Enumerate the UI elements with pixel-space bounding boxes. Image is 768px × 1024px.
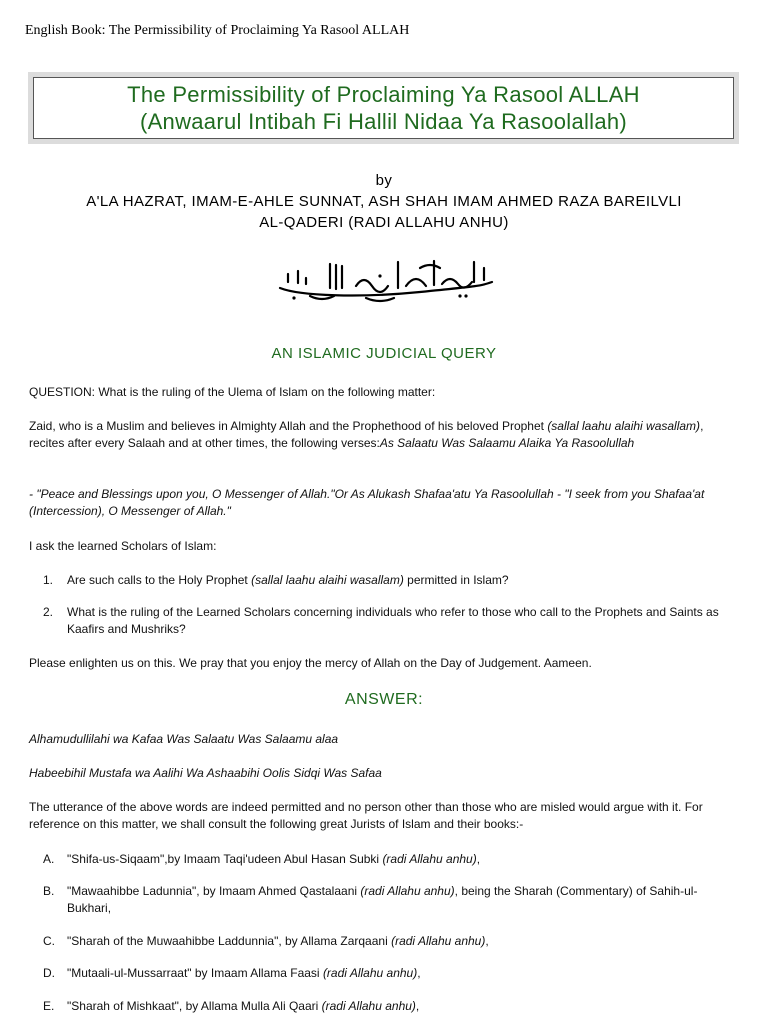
ref-text-a: "Sharah of the Muwaahibbe Laddunnia", by Allama Zarqaani <box>67 934 392 948</box>
list-item <box>29 572 741 589</box>
item-text-a: Are such calls to the Holy Prophet <box>67 573 252 587</box>
list-marker: D. <box>43 966 55 980</box>
ref-text-a: "Sharah of Mishkaat", by Allama Mulla Ali Qaari <box>67 999 322 1013</box>
answer-line-2 <box>29 765 741 782</box>
quote-text: - "Peace and Blessings upon you, O Messenger of Allah."Or As Alukash Shafaa'atu Ya Rasoolullah - "I seek from you Shafaa'at (Intercession), O Messenger of Allah." <box>29 487 705 518</box>
closing-paragraph: Please enlighten us on this. We pray that you enjoy the mercy of Allah on the Day of Judgement. Aameen. <box>29 656 592 670</box>
ref-italic: (radi Allahu anhu) <box>382 852 477 866</box>
reference-item <box>29 851 741 868</box>
list-marker: 1. <box>43 573 54 587</box>
list-item-text <box>67 572 741 589</box>
reference-item <box>29 883 741 917</box>
reference-text <box>67 851 741 868</box>
list-marker: A. <box>43 852 55 866</box>
ref-italic: (radi Allahu anhu) <box>391 934 486 948</box>
ref-text-a: "Mutaali-ul-Mussarraat" by Imaam Allama Faasi <box>67 966 323 980</box>
author-line-1: A'LA HAZRAT, IMAM-E-AHLE SUNNAT, ASH SHAH IMAM AHMED RAZA BAREILVLI <box>86 193 682 210</box>
zaid-italic-1: (sallal laahu alaihi wasallam) <box>547 419 701 433</box>
list-item-text: What is the ruling of the Learned Scholars concerning individuals who refer to those who call to the Prophets and Saints as Kaafirs and Mushriks? <box>67 605 719 636</box>
reference-text <box>67 998 741 1015</box>
list-marker: 2. <box>43 605 54 619</box>
author-line-2: AL-QADERI (RADI ALLAHU ANHU) <box>259 214 509 231</box>
ref-text-a: "Mawaahibbe Ladunnia", by Imaam Ahmed Qastalaani <box>67 884 361 898</box>
list-marker: B. <box>43 884 55 898</box>
basmala-calligraphy <box>270 252 500 307</box>
answer-line-2-text: Habeebihil Mustafa wa Aalihi Wa Ashaabihi Oolis Sidqi Was Safaa <box>29 766 382 780</box>
ask-paragraph: I ask the learned Scholars of Islam: <box>29 539 217 553</box>
book-title: The Permissibility of Proclaiming Ya Rasool ALLAH <box>127 82 640 107</box>
title-frame <box>28 72 739 144</box>
ref-italic: (radi Allahu anhu) <box>360 884 455 898</box>
ref-text-a: "Shifa-us-Siqaam",by Imaam Taqi'udeen Abul Hasan Subki <box>67 852 383 866</box>
reference-text <box>67 933 741 950</box>
reference-item <box>29 933 741 950</box>
answer-heading: ANSWER: <box>344 691 424 708</box>
ref-text-b: , <box>485 934 489 948</box>
byline-by: by <box>375 172 393 189</box>
running-header: English Book: The Permissibility of Proclaiming Ya Rasool ALLAH <box>25 23 410 38</box>
reference-text <box>67 883 741 917</box>
list-item <box>29 604 741 638</box>
query-heading: AN ISLAMIC JUDICIAL QUERY <box>271 345 497 362</box>
answer-intro: The utterance of the above words are indeed permitted and no person other than those who are misled would argue with it. For reference on this matter, we shall consult the following great Jurists of Islam and their books:- <box>29 800 703 831</box>
list-marker: E. <box>43 999 55 1013</box>
answer-line-1-text: Alhamudullilahi wa Kafaa Was Salaatu Was Salaamu alaa <box>29 732 339 746</box>
ref-italic: (radi Allahu anhu) <box>321 999 416 1013</box>
zaid-text-b: , recites after every Salaah and at other times, the following verses: <box>29 419 704 450</box>
reference-text <box>67 965 741 982</box>
item-italic: (sallal laahu alaihi wasallam) <box>251 573 404 587</box>
ref-text-b: , <box>476 852 481 866</box>
answer-line-1 <box>29 731 741 748</box>
question-paragraph <box>29 384 741 401</box>
zaid-paragraph <box>29 418 741 452</box>
ref-italic: (radi Allahu anhu) <box>322 966 418 980</box>
ref-text-b: , being the Sharah (Commentary) of Sahih-ul-Bukhari, <box>67 884 698 915</box>
reference-item <box>29 998 741 1015</box>
zaid-italic-2: As Salaatu Was Salaamu Alaika Ya Rasoolullah <box>379 436 635 450</box>
zaid-text-a: Zaid, who is a Muslim and believes in Almighty Allah and the Prophethood of his beloved Prophet <box>29 419 548 433</box>
book-subtitle: (Anwaarul Intibah Fi Hallil Nidaa Ya Rasoolallah) <box>139 109 628 134</box>
reference-item <box>29 965 741 982</box>
question-label: QUESTION: <box>29 385 96 399</box>
question-text: What is the ruling of the Ulema of Islam on the following matter: <box>95 385 436 399</box>
title-box <box>33 77 734 139</box>
quote-paragraph <box>29 486 741 520</box>
ref-text-b: , <box>417 966 421 980</box>
ref-text-b: , <box>415 999 420 1013</box>
item-text-b: permitted in Islam? <box>403 573 509 587</box>
list-marker: C. <box>43 934 55 948</box>
